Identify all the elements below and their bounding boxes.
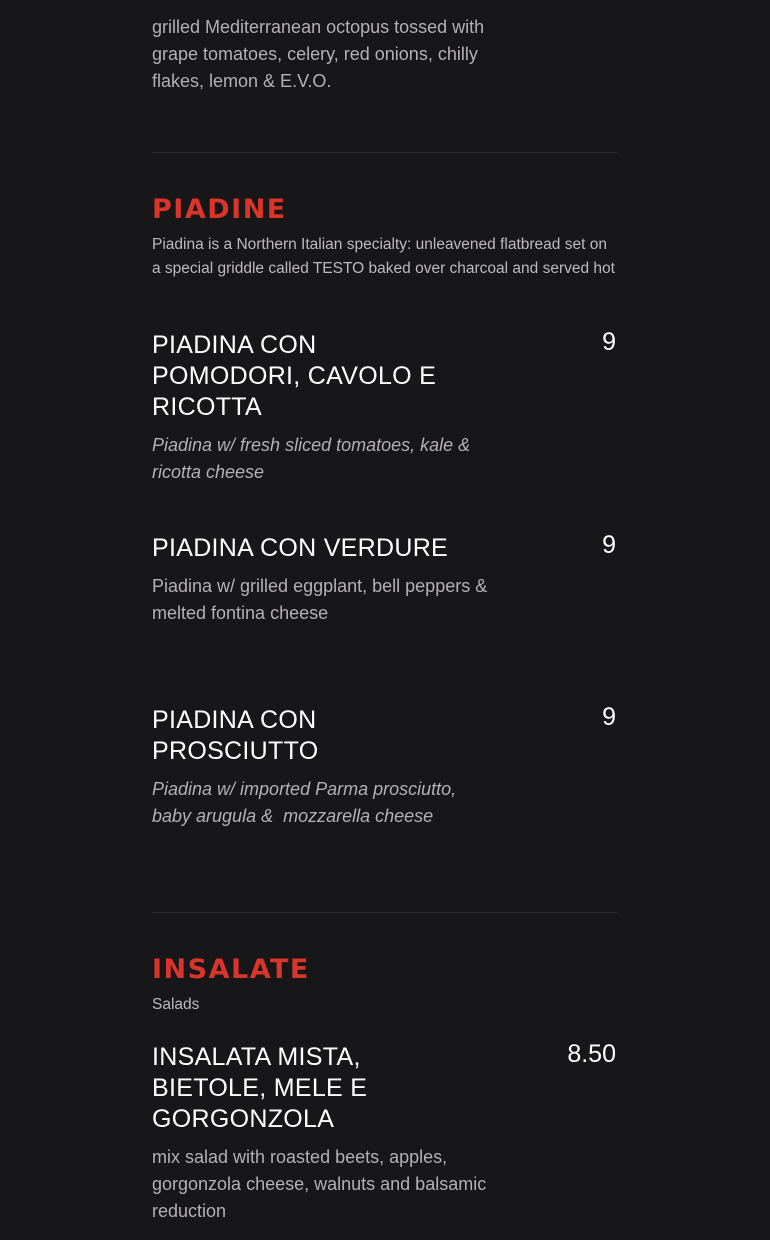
menu-item-description: Piadina w/ fresh sliced tomatoes, kale & ricotta cheese: [152, 435, 471, 482]
section-divider: [152, 152, 618, 153]
section-divider: [152, 912, 618, 913]
section-subtitle-piadine: Piadina is a Northern Italian specialty: unleavened flatbread set on a special griddle called TESTO baked over charcoal and served hot: [152, 236, 615, 277]
menu-item-name: PIADINA CON PROSCIUTTO: [152, 706, 319, 765]
menu-item: [152, 1042, 618, 1225]
menu-item-description: Piadina w/ imported Parma prosciutto, baby arugula & mozzarella cheese: [152, 779, 462, 826]
menu-item-price: 9: [602, 328, 616, 356]
section-title-insalate: INSALATE: [152, 954, 310, 985]
menu-item-name: INSALATA MISTA, BIETOLE, MELE E GORGONZOLA: [152, 1043, 368, 1133]
menu-item-description: mix salad with roasted beets, apples, gorgonzola cheese, walnuts and balsamic reduction: [152, 1147, 487, 1221]
section-subtitle-insalate: Salads: [152, 996, 200, 1013]
intro-item-description: grilled Mediterranean octopus tossed with grape tomatoes, celery, red onions, chilly flakes, lemon & E.V.O.: [152, 17, 485, 91]
menu-item-name: PIADINA CON POMODORI, CAVOLO E RICOTTA: [152, 331, 437, 421]
menu-item-price: 9: [602, 703, 616, 731]
section-title-piadine: PIADINE: [152, 194, 287, 225]
menu-item-price: 8.50: [567, 1040, 616, 1068]
menu-item-price: 9: [602, 531, 616, 559]
menu-item: [152, 705, 618, 830]
menu-item: [152, 330, 618, 486]
menu-item-description: Piadina w/ grilled eggplant, bell peppers & melted fontina cheese: [152, 576, 488, 623]
menu-item-name: PIADINA CON VERDURE: [152, 534, 449, 562]
menu-item: [152, 533, 618, 627]
